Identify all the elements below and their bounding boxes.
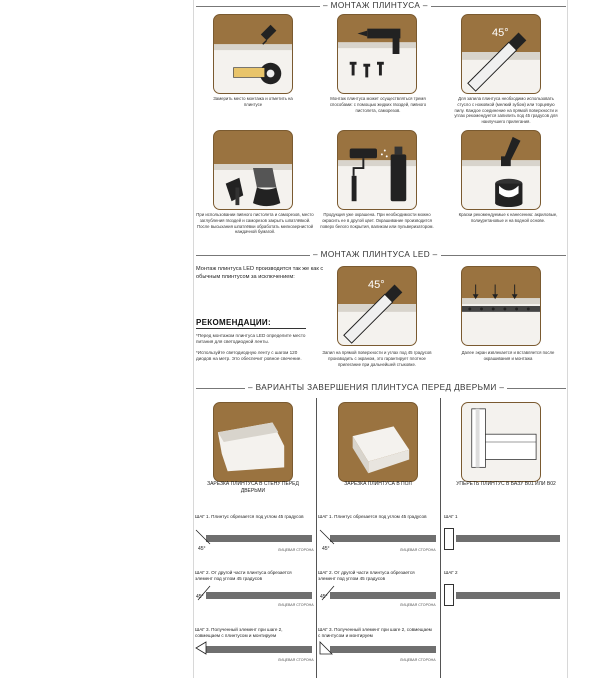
angle-label: 45° <box>198 546 206 552</box>
base-stop-caption: УПЕРЕТЬ ПЛИНТУС В БАЗУ B01 ИЛИ B02 <box>456 481 556 487</box>
floor-step-2: ШАГ 2. От другой части плинтуса обрезается элемент под углом 45 градусов <box>318 570 415 582</box>
profile-bar <box>456 592 560 599</box>
rec-text-2: *Используйте светодиодную ленту с шагом 120 диодов на метр. Это обеспечит ровное свечение. <box>196 350 302 362</box>
base-block-icon <box>462 403 540 481</box>
base-block <box>444 528 454 550</box>
measure-tile <box>213 14 293 94</box>
face-side-label: ЛИЦЕВАЯ СТОРОНА <box>400 603 436 607</box>
base-step-2: ШАГ 2 <box>444 570 458 575</box>
column-divider <box>440 398 441 678</box>
rec-text-1: *Перед монтажом плинтуса LED определите место питания для светодиодной ленты. <box>196 333 306 345</box>
angle-label: 45° <box>492 27 509 39</box>
led-intro: Монтаж плинтуса LED производится так же как с обычным плинтусом за исключением: <box>196 266 324 280</box>
roller-tile <box>337 130 417 210</box>
variants-section-title: – ВАРИАНТЫ ЗАВЕРШЕНИЯ ПЛИНТУСА ПЕРЕД ДВЕРЬМИ – <box>245 383 507 392</box>
wall-step-3: ШАГ 3. Полученный элемент при шаге 2, совмещаем с плинтусом и монтируем <box>195 627 283 639</box>
paint-roller-icon <box>338 131 416 209</box>
led-strip-icon <box>462 267 540 345</box>
angle-label: 45° <box>368 279 385 291</box>
profile-bar <box>206 592 312 599</box>
profile-bar <box>330 646 436 653</box>
profile-bar <box>330 535 436 542</box>
face-side-label: ЛИЦЕВАЯ СТОРОНА <box>278 658 314 662</box>
angle-label: 45° <box>196 594 204 600</box>
angle-label: 45° <box>320 594 328 600</box>
profile-bar <box>206 535 312 542</box>
floor-cut-tile <box>338 402 418 482</box>
joint-triangle-icon <box>194 640 210 656</box>
install-section-title: – МОНТАЖ ПЛИНТУСА – <box>320 1 431 10</box>
wall-step-1: ШАГ 1. Плинтус обрезается под углом 45 градусов <box>195 514 304 519</box>
base-stop-tile <box>461 402 541 482</box>
paint-can-tile <box>461 130 541 210</box>
spatula-icon <box>214 131 292 209</box>
floor-step-3: ШАГ 3. Полученный элемент при шаге 2, совмещаем с плинтусом и монтируем <box>318 627 432 639</box>
wall-cut-caption: ЗАРЕЗКА ПЛИНТУСА В СТЕНУ ПЕРЕД ДВЕРЬМИ <box>207 481 299 494</box>
face-side-label: ЛИЦЕВАЯ СТОРОНА <box>278 548 314 552</box>
led-saw-tile <box>337 266 417 346</box>
led-saw-caption: Запил на прямой поверхности и углах под 45 градусов производить с экраном, это гарантирует плотное прилегание при дальнейшей стыковке. <box>322 350 432 367</box>
saw-caption: Для запила плинтуса необходимо использовать стусло с ножовкой (мелкий зубом) или торцевую пилу. Каждое соединение на прямой поверхности и углах рекомендуется запилить под 45 градусов для наилучшего прилегания. <box>454 96 558 125</box>
floor-cut-caption: ЗАРЕЗКА ПЛИНТУСА В ПОЛ <box>344 481 412 487</box>
led-section-title: – МОНТАЖ ПЛИНТУСА LED – <box>310 250 441 259</box>
putty-caption: При использовании пивного пистолета и саморезов, место заглубления гвоздей и саморезов закрыть шпатлёвкой. После высыхания шпатлёвки обработать мелкозернистой наждачной бумагой. <box>196 212 314 235</box>
floor-step-1: ШАГ 1. Плинтус обрезается под углом 45 градусов <box>318 514 427 519</box>
wall-step-2: ШАГ 2. От другой части плинтуса обрезается элемент под углом 45 градусов <box>195 570 292 582</box>
face-side-label: ЛИЦЕВАЯ СТОРОНА <box>278 603 314 607</box>
saw-tile <box>461 14 541 94</box>
led-screen-caption: Далее экран извлекается и вставляется после окрашивания и монтажа <box>461 350 555 361</box>
cut-angle-icon <box>194 528 214 548</box>
profile-bar <box>330 592 436 599</box>
led-screen-tile <box>461 266 541 346</box>
glue-gun-tile <box>337 14 417 94</box>
wall-cut-tile <box>213 402 293 482</box>
face-side-label: ЛИЦЕВАЯ СТОРОНА <box>400 658 436 662</box>
paint-types-caption: Краски рекомендуемые к нанесению: акриловые, полиуретановые и на водной основе. <box>458 212 558 223</box>
glue-caption: Монтаж плинтуса может осуществляться тремя способами: с помощью жидких гвоздей, пивного пистолета, саморезов. <box>329 96 427 113</box>
floor-cut-icon <box>339 403 417 481</box>
rec-underline <box>196 328 306 329</box>
recommendations-title: РЕКОМЕНДАЦИИ: <box>196 318 271 327</box>
wall-cut-icon <box>214 403 292 481</box>
profile-bar <box>456 535 560 542</box>
angle-label: 45° <box>322 546 330 552</box>
paint-caption: Продукция уже окрашена. При необходимости можно окрасить ее в другой цвет. Окрашивание производится поверх белого покрытия, валиком или пульверизатором. <box>320 212 434 229</box>
joint-triangle-icon <box>318 640 334 656</box>
measure-caption: Замерить место монтажа и отметить на плинтусе <box>213 96 293 107</box>
cut-angle-icon <box>318 528 338 548</box>
column-divider <box>316 398 317 678</box>
base-step-1: ШАГ 1 <box>444 514 458 519</box>
profile-bar <box>206 646 312 653</box>
base-block <box>444 584 454 606</box>
glue-gun-icon <box>338 15 416 93</box>
putty-tile <box>213 130 293 210</box>
paint-can-icon <box>462 131 540 209</box>
face-side-label: ЛИЦЕВАЯ СТОРОНА <box>400 548 436 552</box>
measure-tape-icon <box>214 15 292 93</box>
